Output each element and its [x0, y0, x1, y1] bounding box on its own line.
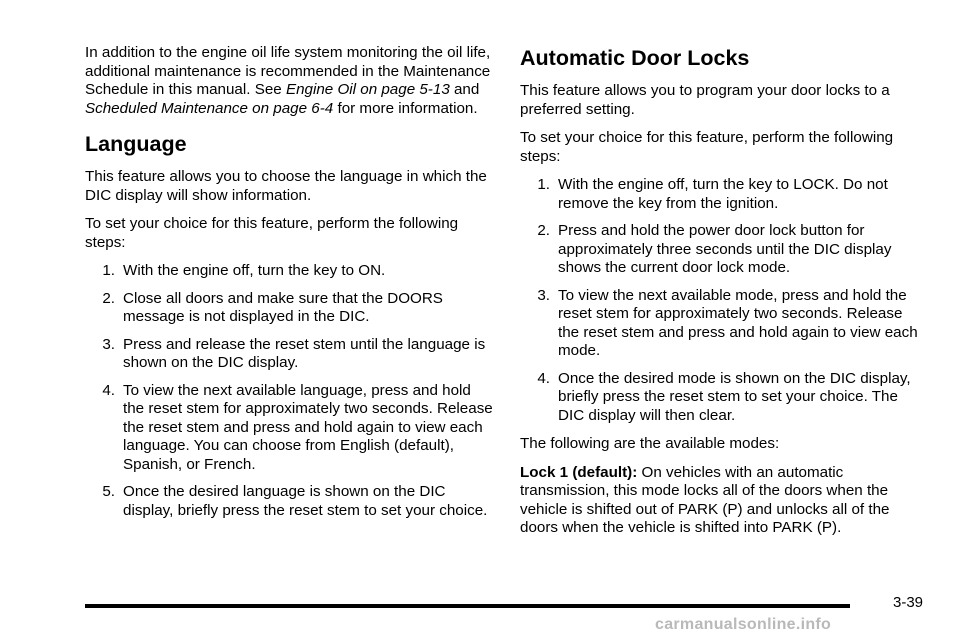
language-description: This feature allows you to choose the language in which the DIC display will show information. [85, 168, 487, 204]
lock-mode-1-description: On vehicles with an automatic transmission, this mode locks all of the doors when the vehicle is shifted out of PARK (P) and unlocks all of the doors when the vehicle is shifted into PARK (P). [520, 463, 890, 536]
step-text: To view the next available language, press and hold the reset stem for approximately two seconds. Release the reset stem and press and hold again to view each language. You can choose from English (default), Spanish, or French. [123, 381, 493, 473]
step-text: Close all doors and make sure that the DOORS message is not displayed in the DIC. [123, 289, 443, 325]
automatic-door-locks-heading: Automatic Door Locks [520, 46, 750, 70]
engine-oil-reference-link[interactable]: Engine Oil on page 5-13 [285, 81, 450, 98]
list-item [520, 176, 920, 213]
step-number: 4. [537, 369, 550, 387]
intro-paragraph [85, 44, 495, 118]
left-column [85, 44, 495, 520]
scheduled-maintenance-reference-link[interactable]: Scheduled Maintenance on page 6-4 [85, 99, 334, 117]
step-text: To view the next available mode, press and hold the reset stem for approximately two seconds. Release the reset stem and press and hold again to view each mode. [558, 286, 918, 359]
step-number: 3. [537, 286, 550, 304]
intro-text-after: for more information. [333, 99, 478, 117]
list-item [520, 287, 920, 361]
door-locks-description: This feature allows you to program your door locks to a preferred setting. [520, 82, 890, 118]
step-text: Once the desired language is shown on the DIC display, briefly press the reset stem to set your choice. [123, 483, 488, 519]
right-column [520, 44, 920, 538]
step-number: 2. [537, 222, 550, 239]
list-item [85, 290, 495, 327]
intro-text-mid: and [449, 81, 480, 98]
language-steps-intro: To set your choice for this feature, perform the following steps: [85, 215, 459, 251]
step-text: With the engine off, turn the key to LOCK. Do not remove the key from the ignition. [558, 176, 888, 212]
step-number: 3. [102, 335, 115, 353]
list-item [520, 370, 920, 426]
list-item [85, 262, 495, 281]
intro-text-before: In addition to the engine oil life system monitoring the oil life, additional maintenance is recommended in the Maintenance Schedule in this manual. See [85, 44, 491, 98]
step-text: Press and hold the power door lock button for approximately three seconds until the DIC display shows the current door lock mode. [558, 222, 892, 276]
page-number: 3-39 [893, 594, 924, 611]
step-number: 2. [102, 289, 115, 307]
step-number: 5. [102, 483, 115, 500]
door-locks-steps-intro: To set your choice for this feature, perform the following steps: [520, 129, 894, 165]
lock-mode-1-paragraph [520, 464, 920, 538]
list-item [520, 222, 920, 278]
step-text: Press and release the reset stem until the language is shown on the DIC display. [123, 335, 486, 371]
list-item [85, 336, 495, 373]
step-number: 4. [102, 381, 115, 399]
step-number: 1. [102, 262, 115, 279]
step-number: 1. [537, 176, 550, 193]
language-steps-list [85, 262, 495, 520]
footer-rule [85, 604, 850, 608]
language-heading: Language [85, 132, 187, 156]
available-modes-intro: The following are the available modes: [520, 435, 780, 452]
list-item [85, 382, 495, 475]
step-text: With the engine off, turn the key to ON. [123, 262, 386, 279]
list-item [85, 483, 495, 520]
site-watermark: carmanualsonline.info [655, 616, 832, 633]
lock-mode-1-term: Lock 1 (default): [520, 463, 638, 481]
door-locks-steps-list [520, 176, 920, 425]
step-text: Once the desired mode is shown on the DIC display, briefly press the reset stem to set your choice. The DIC display will then clear. [558, 369, 911, 424]
